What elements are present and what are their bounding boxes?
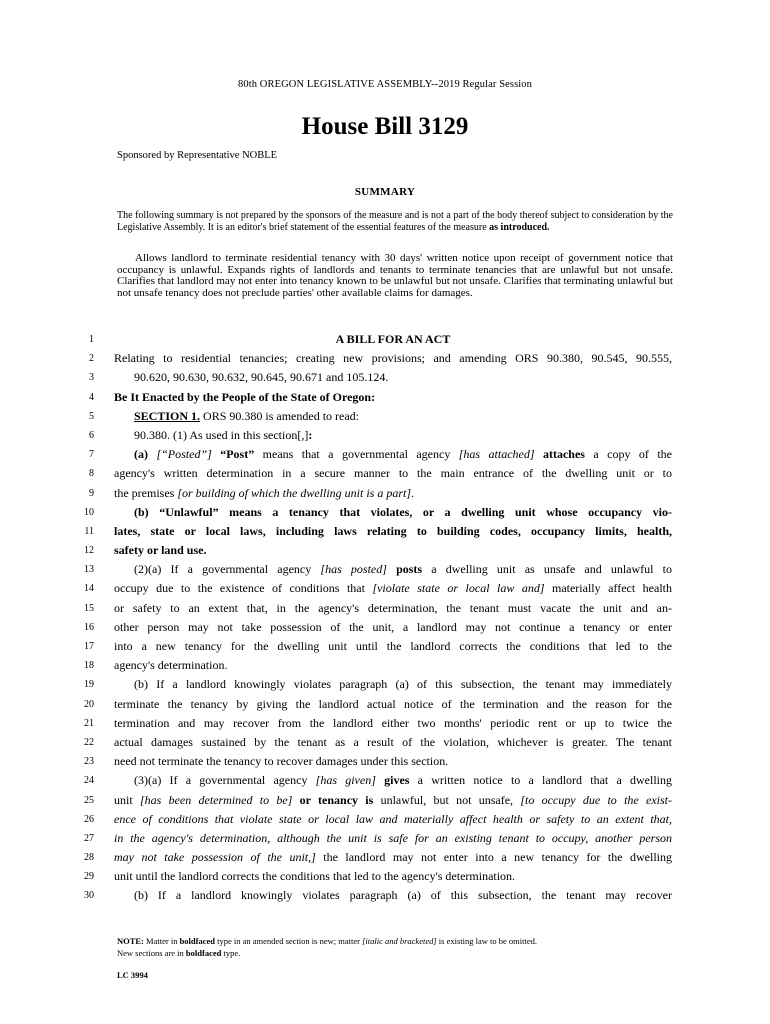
line-text: need not terminate the tenancy to recover damages under this section. bbox=[114, 754, 449, 769]
line-number: 2 bbox=[89, 353, 94, 365]
line-number: 22 bbox=[84, 736, 94, 748]
line-number: 4 bbox=[89, 391, 94, 403]
line-number: 14 bbox=[84, 583, 94, 595]
line-text bbox=[114, 560, 672, 579]
bill-line bbox=[76, 791, 676, 810]
line-number: 23 bbox=[84, 756, 94, 768]
line-number: 6 bbox=[89, 429, 94, 441]
line-text: (b) If a landlord knowingly violates paragraph (a) of this subsection, the tenant may immediately bbox=[134, 677, 672, 692]
bill-line bbox=[76, 484, 676, 503]
line-text: Relating to residential tenancies; creating new provisions; and amending ORS 90.380, 90.545, 90.555, bbox=[114, 351, 672, 366]
footnote-text: [italic and bracketed] bbox=[362, 936, 437, 946]
bill-title: House Bill 3129 bbox=[301, 113, 469, 140]
line-text: safety or land use. bbox=[114, 543, 207, 558]
line-segment: [has posted] bbox=[320, 562, 387, 577]
line-text bbox=[114, 445, 672, 464]
bill-line bbox=[76, 464, 676, 483]
line-number: 7 bbox=[89, 449, 94, 461]
line-number: 12 bbox=[84, 545, 94, 557]
line-text bbox=[114, 579, 672, 598]
bill-line bbox=[76, 330, 676, 349]
bill-line bbox=[76, 349, 676, 368]
bill-line bbox=[76, 445, 676, 464]
line-segment: unit bbox=[114, 792, 140, 807]
line-segment: the premises bbox=[114, 485, 178, 500]
bill-line bbox=[76, 733, 676, 752]
line-number: 18 bbox=[84, 660, 94, 672]
line-segment: attaches bbox=[534, 447, 585, 462]
footnote-text: is existing law to be omitted. bbox=[436, 936, 538, 946]
line-text: or safety to an extent that, in the agency's determination, the tenant must vacate the unit and an- bbox=[114, 600, 672, 615]
line-segment: (2)(a) If a governmental agency bbox=[134, 562, 321, 577]
bill-line bbox=[76, 752, 676, 771]
footnote-text: type. bbox=[221, 948, 241, 958]
footnote-text: boldfaced bbox=[179, 936, 215, 946]
bill-line bbox=[76, 579, 676, 598]
bill-line bbox=[76, 675, 676, 694]
line-segment: occupy due to the existence of conditions that bbox=[114, 581, 373, 596]
line-number: 16 bbox=[84, 621, 94, 633]
bill-line bbox=[76, 560, 676, 579]
line-text: ence of conditions that violate state or local law and materially affect health or safety to an extent that, bbox=[114, 811, 672, 826]
line-number: 19 bbox=[84, 679, 94, 691]
bill-line bbox=[76, 407, 676, 426]
bill-line bbox=[76, 867, 676, 886]
line-segment: a copy of the bbox=[584, 447, 672, 462]
line-segment: means that a governmental agency bbox=[254, 447, 459, 462]
line-segment: unlawful, but not unsafe, bbox=[373, 792, 521, 807]
lc-number: LC 3994 bbox=[117, 970, 148, 980]
line-number: 28 bbox=[84, 852, 94, 864]
summary-disclaimer-bold: as introduced. bbox=[489, 221, 550, 233]
bill-line bbox=[76, 541, 676, 560]
bill-line bbox=[76, 637, 676, 656]
line-text: (b) “Unlawful” means a tenancy that violates, or a dwelling unit whose occupancy vio- bbox=[134, 504, 672, 519]
line-number: 15 bbox=[84, 602, 94, 614]
line-text: lates, state or local laws, including laws relating to building codes, occupancy limits, health, bbox=[114, 523, 672, 538]
summary-heading: SUMMARY bbox=[354, 186, 416, 198]
line-text: terminate the tenancy by giving the landlord actual notice of the termination and the reason for the bbox=[114, 696, 672, 711]
bill-line bbox=[76, 503, 676, 522]
line-text bbox=[114, 791, 672, 810]
line-text: in the agency's determination, although the unit is safe for an existing tenant to occupy, another person bbox=[114, 830, 672, 845]
session-header: 80th OREGON LEGISLATIVE ASSEMBLY--2019 Regular Session bbox=[238, 79, 532, 90]
line-number: 1 bbox=[89, 334, 94, 345]
bill-line bbox=[76, 771, 676, 790]
line-segment: : bbox=[308, 427, 313, 442]
line-number: 30 bbox=[84, 890, 94, 902]
footnote-text: boldfaced bbox=[185, 948, 222, 958]
line-text: (b) If a landlord knowingly violates paragraph (a) of this subsection, the tenant may recover bbox=[134, 888, 672, 903]
bill-line bbox=[76, 714, 676, 733]
line-number: 26 bbox=[84, 813, 94, 825]
bill-line bbox=[76, 848, 676, 867]
footnote-text: type in an amended section is new; matter bbox=[215, 936, 363, 946]
line-number: 5 bbox=[89, 410, 94, 422]
line-text: termination and may recover from the landlord either two months' periodic rent or up to twice the bbox=[114, 715, 672, 730]
footnote-label: NOTE: bbox=[117, 936, 144, 946]
line-number: 8 bbox=[89, 468, 94, 480]
footnote-text: Matter in bbox=[143, 936, 180, 946]
line-text bbox=[114, 848, 672, 867]
line-text: 90.620, 90.630, 90.632, 90.645, 90.671 and 105.124. bbox=[134, 370, 389, 385]
bill-line bbox=[76, 599, 676, 618]
line-segment: [to occupy due to the exist- bbox=[520, 792, 672, 807]
bill-line bbox=[76, 426, 676, 445]
line-text bbox=[114, 771, 672, 790]
bill-text bbox=[76, 330, 676, 906]
bill-line bbox=[76, 618, 676, 637]
line-number: 9 bbox=[89, 487, 94, 499]
line-number: 25 bbox=[84, 794, 94, 806]
line-segment: or tenancy is bbox=[292, 792, 374, 807]
line-segment: [or building of which the dwelling unit is a part] bbox=[177, 485, 412, 500]
line-segment: (3)(a) If a governmental agency bbox=[134, 773, 316, 788]
enacting-clause: Be It Enacted by the People of the State of Oregon: bbox=[114, 389, 376, 404]
bill-line bbox=[76, 886, 676, 905]
line-number: 27 bbox=[84, 832, 94, 844]
summary-body: Allows landlord to terminate residential tenancy with 30 days' written notice upon receipt of government notice that occupancy is unlawful. Expands rights of landlords and tenants to terminate tenancies that are unlawful but not unsafe. Clarifies that landlord may not enter into tenancy known to be unlawful but not unsafe. Clarifies that terminating unlawful but not unsafe tenancy does not preclude parties' other available claims for damages. bbox=[117, 252, 673, 299]
line-segment: (a) bbox=[134, 447, 157, 462]
line-number: 21 bbox=[84, 717, 94, 729]
footnote-text: New sections are in bbox=[117, 948, 186, 958]
line-text: other person may not take possession of the unit, a landlord may not continue a tenancy or enter bbox=[114, 619, 672, 634]
bill-line bbox=[76, 656, 676, 675]
bill-line bbox=[76, 695, 676, 714]
line-number: 10 bbox=[84, 506, 94, 518]
bill-line bbox=[76, 829, 676, 848]
line-segment: materially affect health bbox=[544, 581, 672, 596]
line-segment: [has given] bbox=[315, 773, 376, 788]
line-text bbox=[114, 426, 672, 445]
bill-act-heading: A BILL FOR AN ACT bbox=[335, 332, 451, 346]
line-text: agency's written determination in a secure manner to the main entrance of the dwelling unit or to bbox=[114, 466, 672, 481]
line-segment: a dwelling unit as unsafe and unlawful to bbox=[422, 562, 673, 577]
line-number: 11 bbox=[84, 525, 94, 537]
line-segment: posts bbox=[386, 562, 423, 577]
line-text bbox=[114, 484, 672, 503]
line-number: 24 bbox=[84, 775, 94, 787]
summary-disclaimer bbox=[117, 210, 673, 233]
line-segment: gives bbox=[375, 773, 410, 788]
line-segment: . bbox=[411, 485, 415, 500]
line-segment: [violate state or local law and] bbox=[372, 581, 545, 596]
line-segment: the landlord may not enter into a new tenancy for the dwelling bbox=[315, 850, 672, 865]
line-segment: may not take possession of the unit,] bbox=[114, 850, 316, 865]
footnote bbox=[117, 935, 677, 959]
line-number: 20 bbox=[84, 698, 94, 710]
bill-line bbox=[76, 368, 676, 387]
line-text bbox=[114, 407, 672, 426]
line-number: 29 bbox=[84, 871, 94, 883]
bill-line bbox=[76, 388, 676, 407]
bill-line bbox=[76, 522, 676, 541]
bill-line bbox=[76, 810, 676, 829]
summary-disclaimer-text: The following summary is not prepared by the sponsors of the measure and is not a part of the body thereof subject to consideration by the Legislative Assembly. It is an editor's brief statement of the essential features of the measure bbox=[117, 210, 673, 233]
line-segment: [has been determined to be] bbox=[139, 792, 293, 807]
sponsor-line: Sponsored by Representative NOBLE bbox=[117, 150, 278, 161]
line-number: 3 bbox=[89, 372, 94, 384]
line-number: 13 bbox=[84, 564, 94, 576]
line-segment: ORS 90.380 is amended to read: bbox=[200, 408, 360, 423]
line-text: actual damages sustained by the tenant as a result of the violation, whichever is greater. The tenant bbox=[114, 734, 672, 749]
section-label: SECTION 1. bbox=[134, 408, 201, 423]
line-segment: [“Posted”] bbox=[156, 447, 212, 462]
line-text: agency's determination. bbox=[114, 658, 228, 673]
line-segment: [has attached] bbox=[458, 447, 535, 462]
line-segment: “Post” bbox=[211, 447, 255, 462]
line-text: unit until the landlord corrects the conditions that led to the agency's determination. bbox=[114, 869, 516, 884]
line-number: 17 bbox=[84, 641, 94, 652]
line-segment: 90.380. (1) As used in this section[,] bbox=[134, 427, 309, 442]
line-segment: a written notice to a landlord that a dwelling bbox=[409, 773, 672, 788]
line-text: into a new tenancy for the dwelling unit until the landlord corrects the conditions that led to the bbox=[114, 639, 672, 653]
